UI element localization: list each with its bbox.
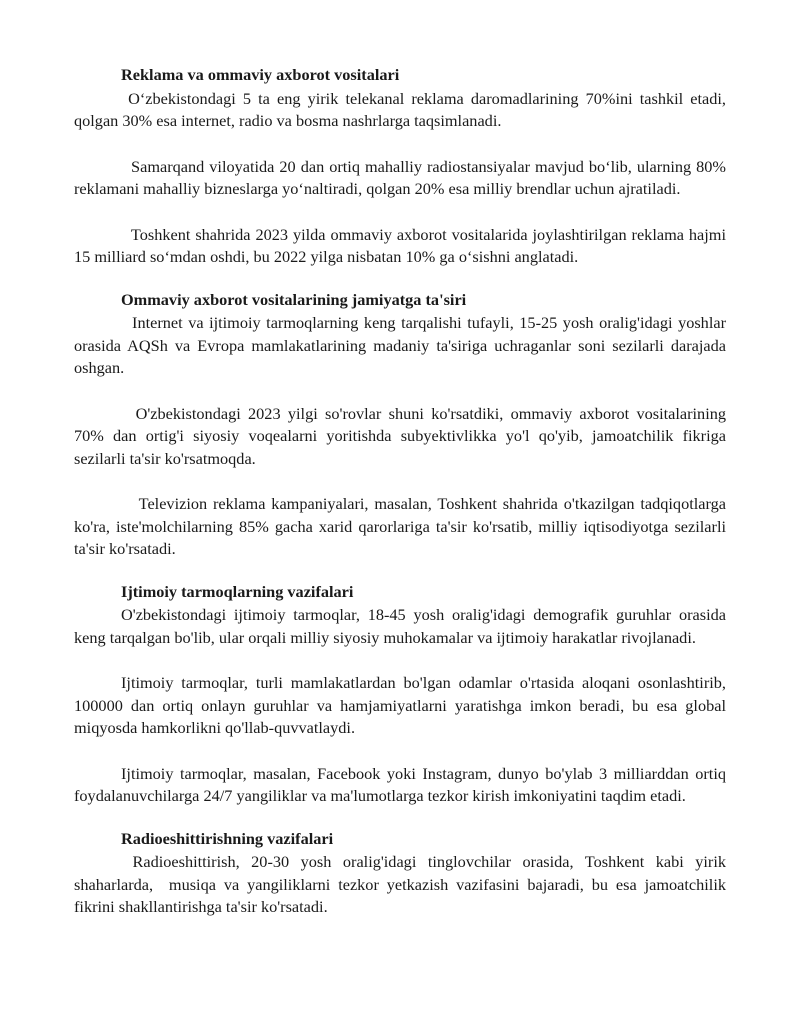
paragraph: Ijtimoiy tarmoqlar, masalan, Facebook yoki Instagram, dunyo bo'ylab 3 milliarddan ortiq foydalanuvchilarga 24/7 yangiliklar va ma'lumotlarga tezkor kirish imkoniyatini taqdim etadi.: [74, 763, 726, 805]
section-heading: Ijtimoiy tarmoqlarning vazifalari: [121, 581, 354, 601]
paragraph: O'zbekistondagi 2023 yilgi so'rovlar shuni ko'rsatdiki, ommaviy axborot vositalarining 70% dan ortig'i siyosiy voqealarni yoritishda subyektivlikka yo'l qo'yib, jamoatchilik fikriga sezilarli ta'sir ko'rsatmoqda.: [74, 403, 731, 468]
section-social-networks: [74, 581, 726, 808]
section-heading: Ommaviy axborot vositalarining jamiyatga ta'siri: [121, 289, 467, 309]
section-radio-broadcasting: [74, 828, 731, 919]
paragraph: Radioeshittirish, 20-30 yosh oralig'idagi tinglovchilar orasida, Toshkent kabi yirik shaharlarda, musiqa va yangiliklarni tezkor yetkazish vazifasini bajaradi, bu esa jamoatchilik fikrini shakllantirishga ta'sir ko'rsatadi.: [74, 852, 731, 916]
paragraph: Internet va ijtimoiy tarmoqlarning keng tarqalishi tufayli, 15-25 yosh oralig'idagi yoshlar orasida AQSh va Evropa mamlakatlarining madaniy ta'siriga uchraganlar soni sezilarli darajada oshgan.: [74, 313, 731, 377]
section-advertising-media: [74, 64, 731, 269]
paragraph: O‘zbekistondagi 5 ta eng yirik telekanal reklama daromadlarining 70%ini tashkil etadi, qolgan 30% esa internet, radio va bosma nashrlarga taqsimlanadi.: [74, 88, 731, 130]
paragraph: O'zbekistondagi ijtimoiy tarmoqlar, 18-45 yosh oralig'idagi demografik guruhlar orasida keng tarqalgan bo'lib, ular orqali milliy siyosiy muhokamalar va ijtimoiy harakatlar rivojlanadi.: [74, 605, 726, 647]
paragraph: Samarqand viloyatida 20 dan ortiq mahalliy radiostansiyalar mavjud bo‘lib, ularning 80% reklamani mahalliy bizneslarga yo‘naltiradi, qolgan 20% esa milliy brendlar uchun ajratiladi.: [74, 156, 731, 198]
paragraph: Toshkent shahrida 2023 yilda ommaviy axborot vositalarida joylashtirilgan reklama hajmi 15 milliard so‘mdan oshdi, bu 2022 yilga nisbatan 10% ga o‘sishni anglatadi.: [74, 224, 731, 266]
section-media-influence: [74, 289, 731, 561]
paragraph: Televizion reklama kampaniyalari, masalan, Toshkent shahrida o'tkazilgan tadqiqotlarga ko'ra, iste'molchilarning 85% gacha xarid qarorlariga ta'sir ko'rsatib, milliy iqtisodiyotga sezilarli ta'sir ko'rsatadi.: [74, 494, 731, 558]
paragraph: Ijtimoiy tarmoqlar, turli mamlakatlardan bo'lgan odamlar o'rtasida aloqani osonlashtirib, 100000 dan ortiq onlayn guruhlar va hamjamiyatlarni yaratishga imkon beradi, bu esa global miqyosda hamkorlikni qo'llab-quvvatlaydi.: [74, 673, 726, 737]
section-heading: Reklama va ommaviy axborot vositalari: [121, 65, 400, 84]
section-heading: Radioeshittirishning vazifalari: [121, 828, 334, 848]
document-page: [74, 64, 731, 919]
